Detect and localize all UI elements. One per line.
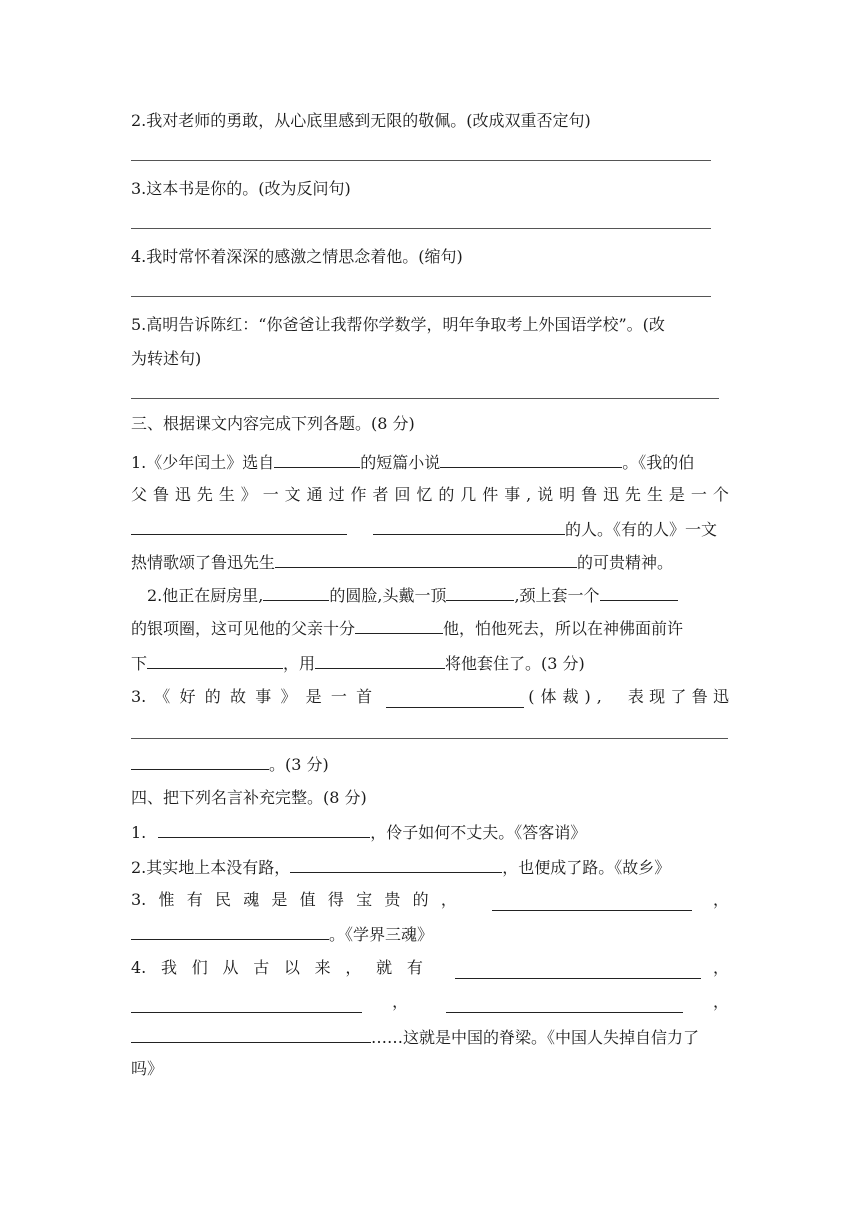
spaced-char: 是 (305, 687, 322, 706)
spaced-char: 得 (327, 890, 344, 909)
spaced-char: 一 (262, 485, 279, 504)
spaced-char: 了 (670, 687, 687, 706)
spaced-char: 父 (131, 485, 148, 504)
answer-line-q4[interactable] (131, 296, 711, 297)
spaced-char: 先 (625, 485, 642, 504)
spaced-char: 值 (299, 890, 316, 909)
spaced-char: 件 (482, 485, 499, 504)
blank[interactable] (315, 651, 445, 669)
spaced-char: 民 (214, 890, 231, 909)
spaced-char: 明 (559, 485, 576, 504)
blank[interactable] (274, 450, 360, 468)
spaced-char: 宝 (356, 890, 373, 909)
spaced-char: 以 (283, 958, 300, 977)
section-4-heading: 四、把下列名言补充完整。(8 分) (131, 788, 367, 807)
spaced-char: 3. (131, 890, 147, 909)
s4-item1: 1. ，伶子如何不丈夫。《答客诮》 (131, 820, 586, 844)
blank[interactable] (446, 995, 683, 1013)
spaced-char: 迅 (712, 687, 729, 706)
spaced-char: ， (345, 958, 362, 977)
answer-line-q2[interactable] (131, 160, 711, 161)
spaced-char: 生 (646, 485, 663, 504)
spaced-char: 过 (328, 485, 345, 504)
spaced-char: 贵 (384, 890, 401, 909)
s4-item4-line4: 吗》 (131, 1059, 164, 1078)
s3-item1-line4: 热情歌颂了鲁迅先生 的可贵精神。 (131, 550, 673, 574)
answer-line-q3[interactable] (131, 228, 711, 229)
spaced-char: 故 (229, 687, 246, 706)
spaced-char: 文 (284, 485, 301, 504)
s3-item1-line3: 的人。《有的人》一文 (131, 517, 717, 541)
s3-item3-line3: 。(3 分) (131, 752, 329, 776)
spaced-char: 》 (240, 485, 257, 504)
s3-item2-line1: 2.他正在厨房里, 的圆脸,头戴一顶 ,颈上套一个 (147, 583, 678, 607)
spaced-char: 迅 (603, 485, 620, 504)
spaced-char: 有 (406, 958, 423, 977)
blank[interactable] (131, 517, 347, 535)
spaced-char: 生 (218, 485, 235, 504)
blank[interactable] (355, 616, 443, 634)
s4-item2: 2.其实地上本没有路， ，也便成了路。《故乡》 (131, 855, 670, 879)
blank[interactable] (275, 550, 577, 568)
spaced-char: 一 (330, 687, 347, 706)
blank[interactable] (446, 583, 514, 601)
s4-item4-line1: 4. 我 们 从 古 以 来 ， 就 有 ， (131, 958, 729, 977)
blank[interactable] (158, 820, 370, 838)
s3-item1-line1: 1.《少年闰土》选自 的短篇小说 。《我的伯 (131, 450, 694, 474)
spaced-char: 来 (314, 958, 331, 977)
spaced-char: 是 (668, 485, 685, 504)
blank[interactable] (131, 752, 269, 770)
spaced-char: 鲁 (581, 485, 598, 504)
spaced-char: 的 (412, 890, 429, 909)
spaced-char: 《 (154, 687, 171, 706)
s3-item2-line2: 的银项圈，这可见他的父亲十分 他，怕他死去，所以在神佛面前许 (131, 616, 683, 640)
blank[interactable] (131, 1025, 371, 1043)
blank[interactable] (131, 995, 362, 1013)
spaced-char: 古 (253, 958, 270, 977)
spaced-char: 我 (160, 958, 177, 977)
section-3-heading: 三、根据课文内容完成下列各题。(8 分) (131, 414, 415, 433)
question-5-line1: 5.高明告诉陈红：“你爸爸让我帮你学数学，明年争取考上外国语学校”。(改 (131, 315, 665, 334)
blank[interactable] (373, 517, 565, 535)
spaced-char: 忆 (416, 485, 433, 504)
spaced-char: 通 (306, 485, 323, 504)
spaced-char: 鲁 (691, 687, 708, 706)
spaced-char: 的 (204, 687, 221, 706)
spaced-char: 现 (649, 687, 666, 706)
question-3: 3.这本书是你的。(改为反问句) (131, 179, 351, 198)
spaced-char: 首 (356, 687, 373, 706)
spaced-char: 鲁 (152, 485, 169, 504)
blank[interactable] (386, 690, 524, 708)
blank[interactable] (440, 450, 622, 468)
s4-item3-line2: 。《学界三魂》 (131, 922, 433, 946)
s3-item1-line2 (131, 484, 729, 506)
spaced-char: 事 (255, 687, 272, 706)
question-4: 4.我时常怀着深深的感激之情思念着他。(缩句) (131, 247, 463, 266)
spaced-char: 先 (196, 485, 213, 504)
spaced-char: 事 (504, 485, 521, 504)
s4-item3-line1: 3. 惟 有 民 魂 是 值 得 宝 贵 的 ， ， (131, 890, 729, 909)
spaced-char: 是 (271, 890, 288, 909)
answer-line-s3-item3[interactable] (131, 738, 728, 739)
spaced-char: , (526, 485, 532, 504)
spaced-char: 迅 (174, 485, 191, 504)
spaced-char: 的 (438, 485, 455, 504)
spaced-char: 好 (179, 687, 196, 706)
spaced-char: 回 (394, 485, 411, 504)
spaced-char: 作 (350, 485, 367, 504)
blank[interactable] (263, 583, 329, 601)
spaced-char: 一 (690, 485, 707, 504)
answer-line-q5[interactable] (131, 398, 719, 399)
spaced-char: 从 (222, 958, 239, 977)
blank[interactable] (131, 922, 329, 940)
spaced-char: 们 (191, 958, 208, 977)
spaced-char: 表 (627, 687, 644, 706)
blank[interactable] (147, 651, 283, 669)
spaced-char: 惟 (158, 890, 175, 909)
spaced-char: 4. (131, 958, 147, 977)
spaced-char: 几 (460, 485, 477, 504)
spaced-char: 有 (186, 890, 203, 909)
spaced-char: 个 (712, 485, 729, 504)
spaced-char: 》 (280, 687, 297, 706)
spaced-char: 就 (376, 958, 393, 977)
spaced-char: 者 (372, 485, 389, 504)
spaced-char: 魂 (243, 890, 260, 909)
blank[interactable] (290, 855, 502, 873)
s3-item2-line3: 下 ，用 将他套住了。(3 分) (131, 651, 585, 675)
blank[interactable] (455, 961, 701, 979)
spaced-char: 说 (537, 485, 554, 504)
spaced-char: ， (440, 890, 457, 909)
blank[interactable] (492, 893, 692, 911)
blank[interactable] (600, 583, 678, 601)
s4-item4-line3: ……这就是中国的脊梁。《中国人失掉自信力了 (131, 1025, 699, 1049)
s3-item3-line1: 3. 《 好 的 故 事 》 是 一 首 (体裁), 表 现 了 鲁 迅 (131, 687, 729, 706)
question-2: 2.我对老师的勇敢，从心底里感到无限的敬佩。(改成双重否定句) (131, 111, 591, 130)
question-5-line2: 为转述句) (131, 349, 202, 368)
s4-item4-line2: ， ， (131, 991, 729, 1013)
